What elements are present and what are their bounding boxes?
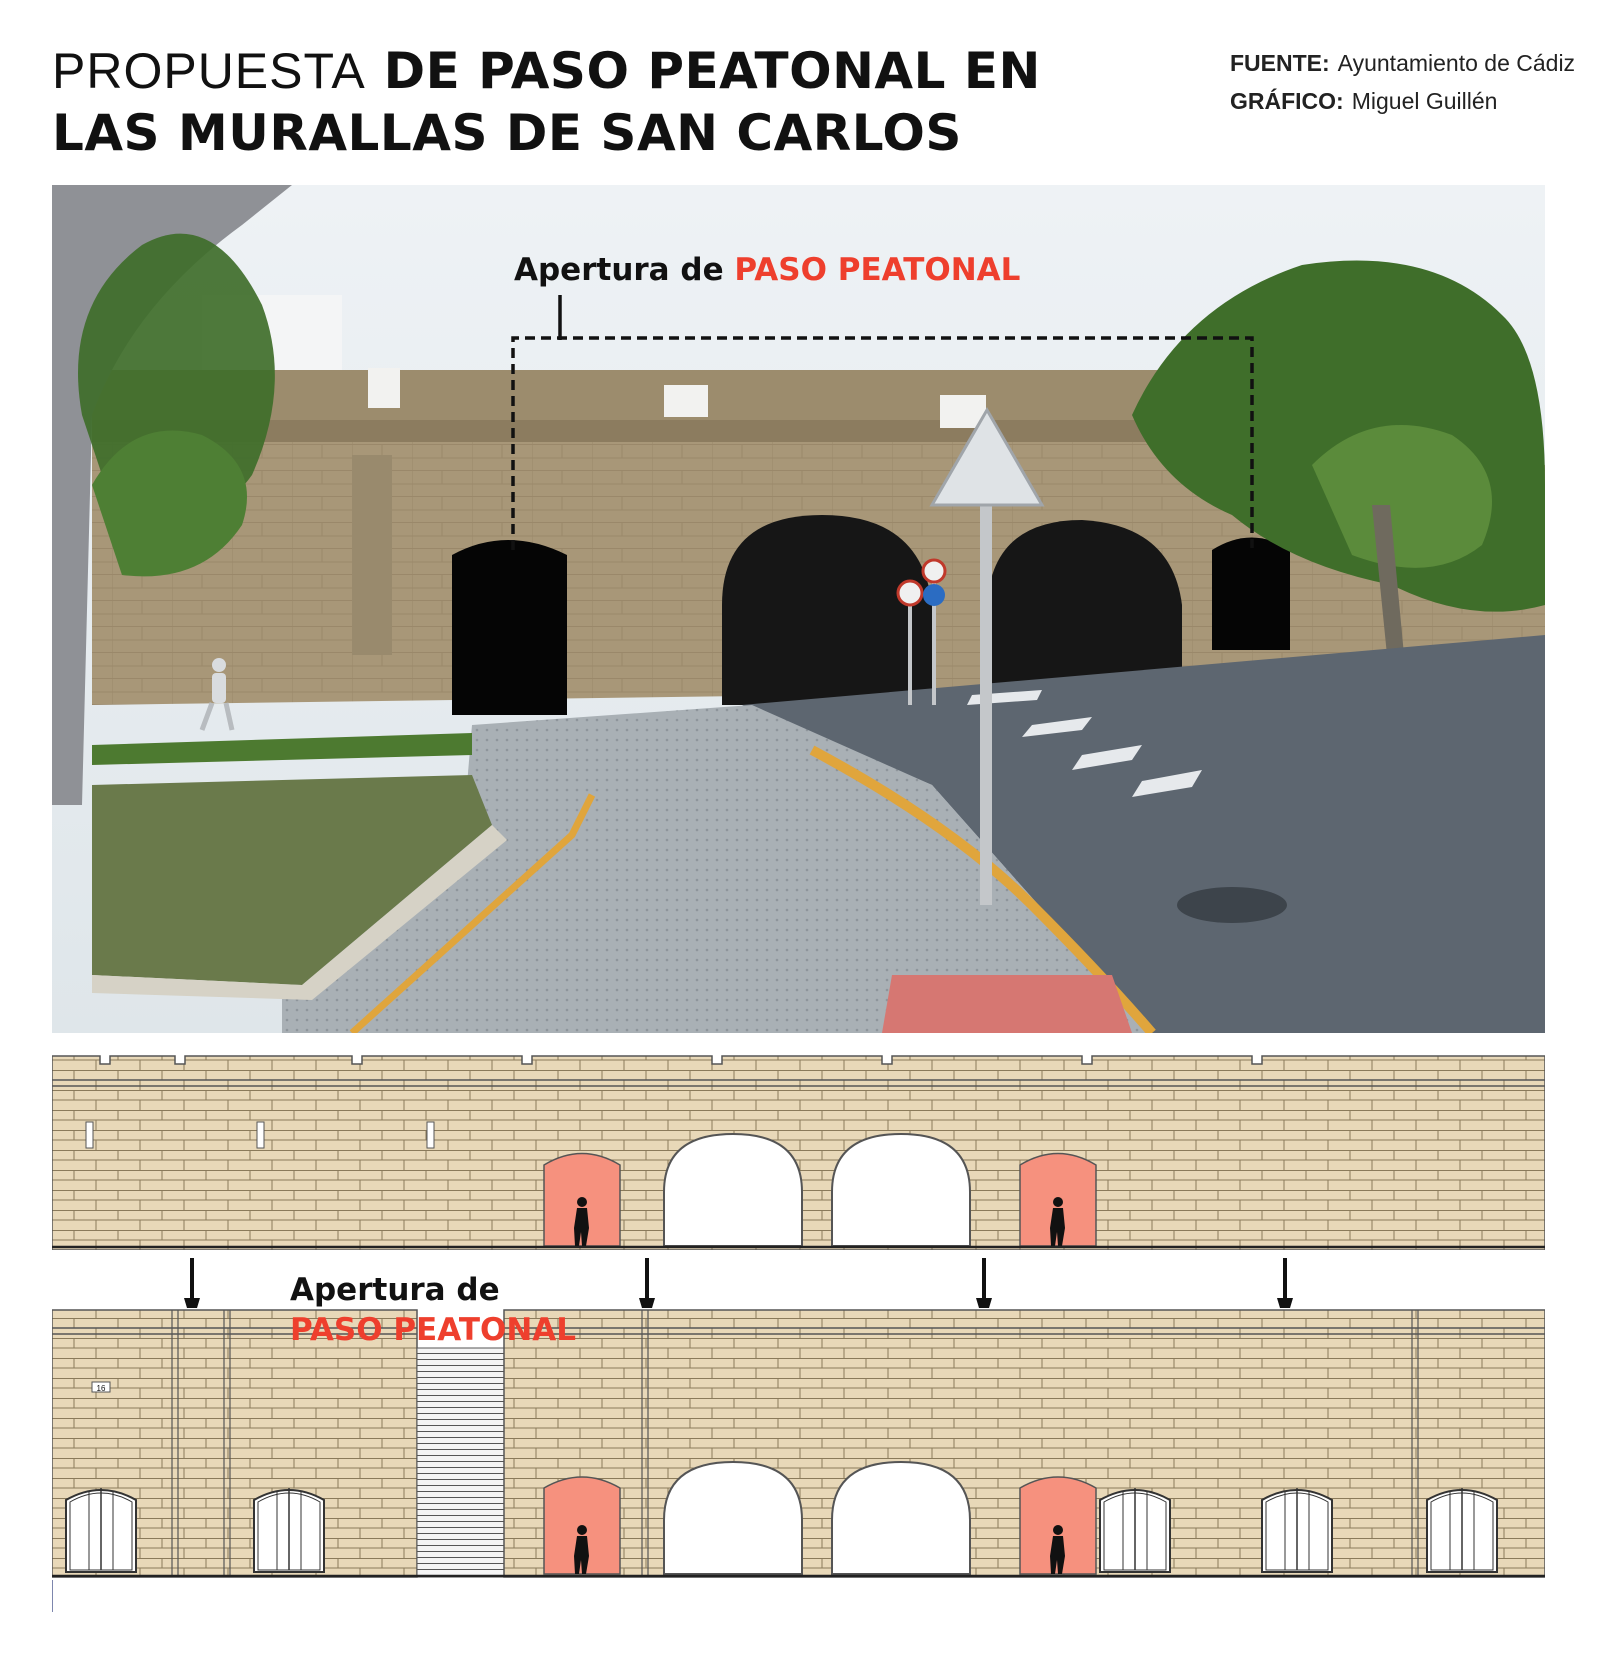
parapet-block bbox=[368, 368, 400, 408]
manhole bbox=[1177, 887, 1287, 923]
road-sign-icon bbox=[923, 560, 945, 582]
arch-opening bbox=[664, 1462, 802, 1574]
parapet-block bbox=[664, 385, 708, 417]
graphic-credit bbox=[1230, 82, 1590, 120]
title-light: PROPUESTA bbox=[52, 43, 366, 99]
arched-door bbox=[66, 1488, 136, 1572]
arch-opening bbox=[832, 1134, 970, 1246]
staircase bbox=[417, 1348, 504, 1577]
graphic-value: Miguel Guillén bbox=[1351, 88, 1498, 114]
graphic-label: GRÁFICO: bbox=[1230, 88, 1344, 114]
wall-elevation-current bbox=[52, 1050, 1545, 1250]
wall-photo-drawing bbox=[52, 185, 1545, 1033]
credits bbox=[1230, 44, 1590, 120]
wall-photo bbox=[52, 185, 1545, 1033]
arched-door bbox=[1427, 1488, 1497, 1572]
street-lamp-icon bbox=[184, 1258, 200, 1308]
elevation-proposed-drawing bbox=[52, 1258, 1545, 1578]
wall-pilaster bbox=[352, 455, 392, 655]
elevation-callout-prefix: Apertura de bbox=[290, 1272, 500, 1308]
street-lamp-icon bbox=[976, 1258, 992, 1308]
wall-elevation-proposed bbox=[52, 1258, 1545, 1578]
title-bold-line1: DE PASO PEATONAL EN bbox=[383, 42, 1041, 100]
elevation-current-drawing bbox=[52, 1050, 1545, 1250]
arch-opening bbox=[722, 515, 932, 705]
tactile-paving bbox=[882, 975, 1132, 1033]
arch-opening bbox=[832, 1462, 970, 1574]
street-lamp-icon bbox=[639, 1258, 655, 1308]
road-sign-icon bbox=[898, 581, 922, 605]
door-number: 16 bbox=[96, 1384, 106, 1393]
street-lamp-icon bbox=[1277, 1258, 1293, 1308]
arch-opening bbox=[664, 1134, 802, 1246]
road-sign-icon bbox=[923, 584, 945, 606]
photo-callout-prefix: Apertura de bbox=[514, 252, 724, 288]
sign-post bbox=[980, 445, 992, 905]
page-title bbox=[52, 40, 1152, 164]
wall-slit bbox=[257, 1122, 264, 1148]
photo-callout-label bbox=[514, 250, 1020, 290]
arched-door bbox=[254, 1488, 324, 1572]
margin-guide bbox=[52, 1580, 53, 1612]
title-bold-line2: LAS MURALLAS DE SAN CARLOS bbox=[52, 104, 962, 162]
source-value: Ayuntamiento de Cádiz bbox=[1337, 50, 1576, 76]
proposed-opening bbox=[1212, 538, 1290, 651]
arched-door bbox=[1100, 1488, 1170, 1572]
source-credit bbox=[1230, 44, 1590, 82]
source-label: FUENTE: bbox=[1230, 50, 1330, 76]
photo-callout-highlight: PASO PEATONAL bbox=[734, 252, 1021, 288]
elevation-callout-label bbox=[290, 1270, 576, 1350]
arched-door bbox=[1262, 1488, 1332, 1572]
proposed-opening bbox=[452, 540, 567, 715]
wall-slit bbox=[86, 1122, 93, 1148]
wall-slit bbox=[427, 1122, 434, 1148]
elevation-callout-highlight: PASO PEATONAL bbox=[290, 1312, 577, 1348]
